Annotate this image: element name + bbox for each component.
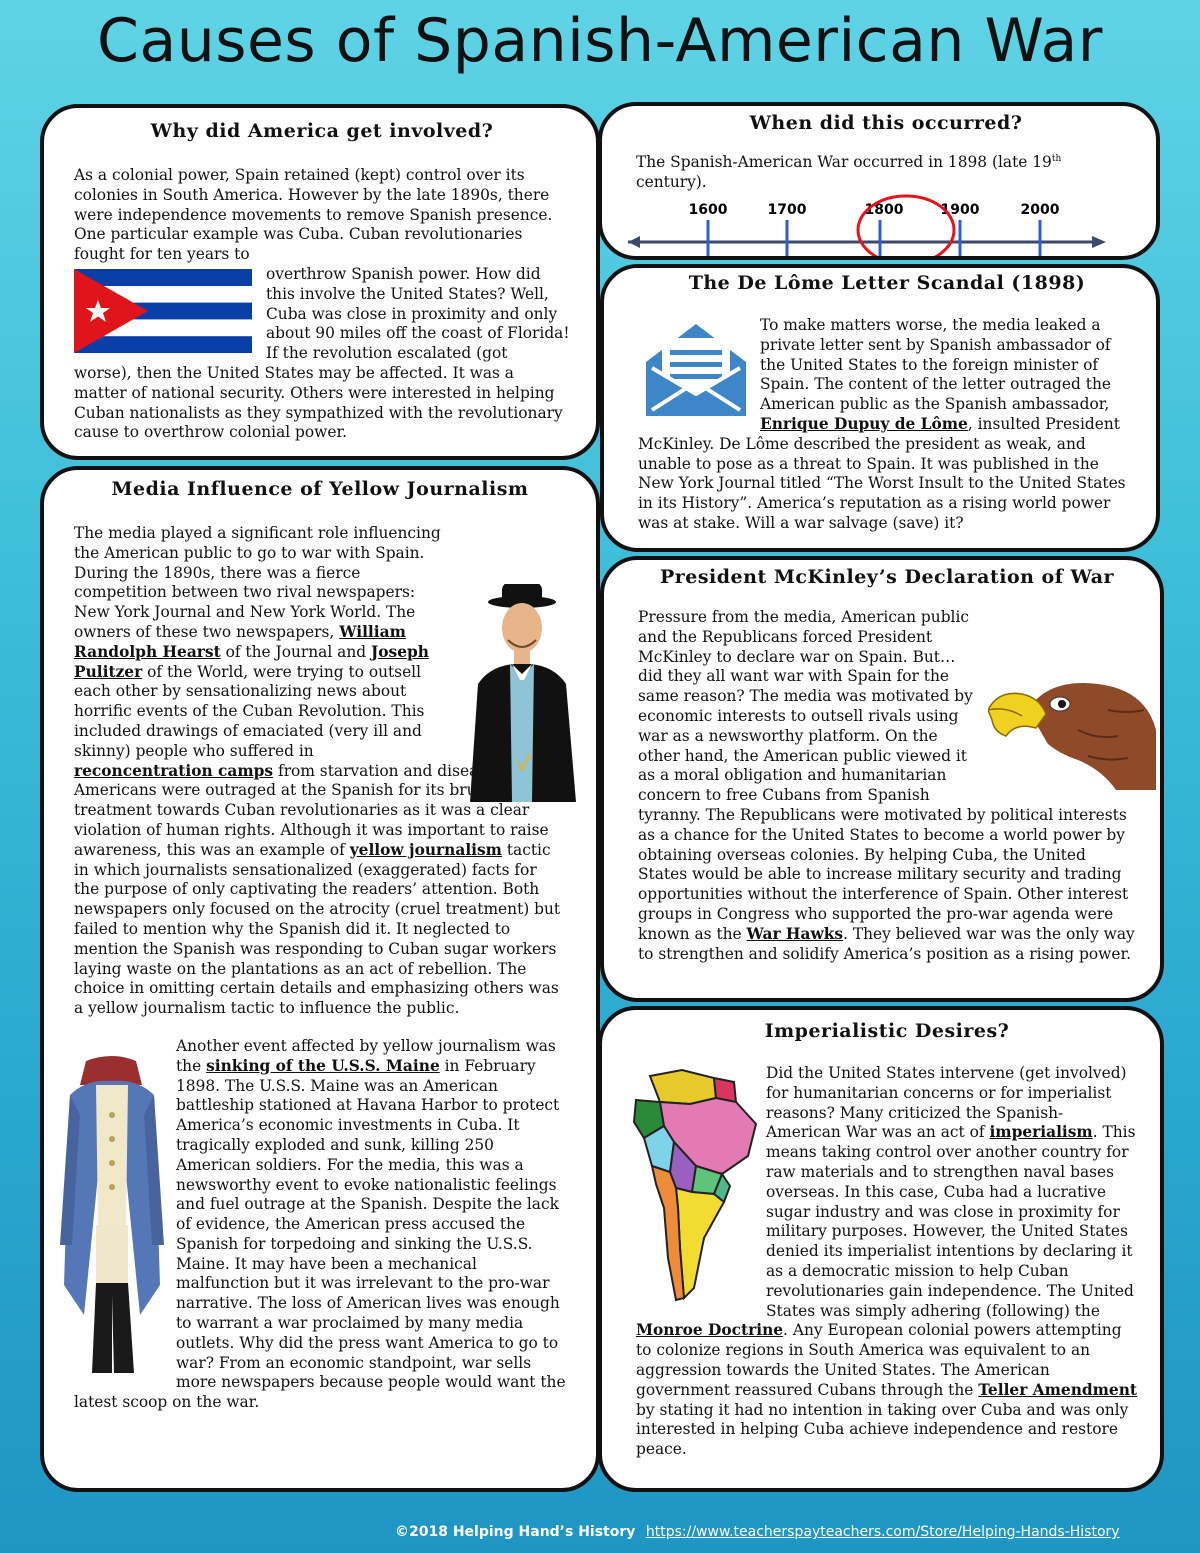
panel-text-part: , insulted President McKinley. De Lôme described the president as weak, and unable to pose as a threat to Spain. It was published in the New York Journal titled “The Worst Insult to the United States in its History”. America’s reputation as a rising world power was at stake. Will a war salvage (save) it? <box>638 414 1126 532</box>
timeline-label-1700: 1700 <box>767 202 807 218</box>
highlight-circle <box>858 196 954 258</box>
key-term-imperialism: imperialism <box>989 1123 1093 1142</box>
footer <box>395 1524 1120 1540</box>
store-link[interactable]: https://www.teacherspayteachers.com/Store/Helping-Hands-History <box>645 1524 1120 1540</box>
panel-text: As a colonial power, Spain retained (kept) control over its colonies in South America. However by the late 1890s, there were independence movements to remove Spanish presence. One particular example was Cuba. Cuban revolutionaries fought for ten years to <box>74 166 553 264</box>
panel-text-part: Did the United States intervene (get involved) for humanitarian concerns or for imperialist reasons? Many criticized the Spanish-American War was an act of <box>766 1064 1127 1142</box>
panel-heading: Imperialistic Desires? <box>764 1020 1010 1042</box>
date-text: The Spanish-American War occurred in 1898 (late 19 <box>636 153 1052 172</box>
panel-text-part: . They believed war was the only way to strengthen and solidify America’s position as a rising power. <box>638 924 1135 963</box>
panel-mckinley-declaration <box>600 556 1164 1002</box>
panel-text <box>636 150 1136 193</box>
timeline-chart <box>620 188 1120 258</box>
panel-text-part: The media played a significant role influencing the American public to go to war with Spain. During the 1890s, there was a fierce competition between two rival newspapers: New York Journal and New York World. The owners of these two newspapers, <box>74 524 441 641</box>
panel-imperialistic-desires <box>598 1006 1164 1492</box>
panel-heading: Why did America get involved? <box>150 120 494 142</box>
key-term-yellow-journalism: yellow journalism <box>349 840 502 859</box>
ordinal-suffix: th <box>1051 154 1062 164</box>
key-term-monroe-doctrine: Monroe Doctrine <box>636 1321 784 1340</box>
panel-text-part: from starvation and disease. Americans were outraged at the Spanish for its brutal treatment towards Cuban revolutionaries as it was a clear violation of human rights. Although it was important to raise awareness, this was an example of <box>74 761 549 859</box>
panel-heading: The De Lôme Letter Scandal (1898) <box>688 272 1086 294</box>
panel-heading: Media Influence of Yellow Journalism <box>111 478 529 500</box>
panel-text-part: of the World, were trying to outsell each other by sensationalizing news about horrific events of the Cuban Revolution. This included drawings of emaciated (very ill and skinny) people who suffered in <box>74 662 425 760</box>
panel-text-part: of the Journal and <box>220 642 371 661</box>
panel-text-part: Pressure from the media, American public and the Republicans forced President McKinley to declare war on Spain. But… did they all want war with Spain for the same reason? The media was motivated by economic interests to outsell rivals using war as a newsworthy platform. On the other hand, the American public viewed it as a moral obligation and humanitarian concern to free Cubans from Spanish tyranny. The Republicans were motivated by political interests as a chance for the United States to become a world power by obtaining overseas colonies. By helping Cuba, the United States would be able to increase military security and trading opportunities without the interference of Spain. Other interest groups in Congress who supported the pro-war agenda were known as the <box>638 608 1129 943</box>
panel-heading: President McKinley’s Declaration of War <box>659 566 1115 588</box>
panel-text-part: in February 1898. The U.S.S. Maine was an American battleship stationed at Havana Harbor to protect America’s economic investments in Cuba. It tragically exploded and sunk, killing 250 American soldiers. For the media, this was a newsworthy event to evoke nationalistic feelings and fuel outrage at the Spanish. Despite the lack of evidence, the American press accused the Spanish for torpedoing and sinking the U.S.S. Maine. It may have been a mechanical malfunction but it was irrelevant to the pro-war narrative. The loss of American lives was enough to warrant a war proclaimed by many media outlets. Why did the press want America to go to war? From an economic standpoint, war sells more newspapers because people would want the latest scoop on the war. <box>74 1056 566 1412</box>
cuba-flag-image <box>74 269 252 357</box>
panel-text-part: Another event affected by yellow journalism was the <box>176 1036 556 1075</box>
key-term-pulitzer: Joseph Pulitzer <box>74 642 429 681</box>
key-term-de-lome: Enrique Dupuy de Lôme <box>760 414 968 433</box>
panel-text-part: . Any European colonial powers attempting to colonize regions in South America was equivalent to an aggression towards the United States. The American government reassured Cubans through the <box>636 1321 1122 1399</box>
panel-delome-letter <box>600 264 1160 552</box>
timeline-label-2000: 2000 <box>1020 202 1060 218</box>
soldier-uniform-image <box>56 1055 168 1389</box>
panel-heading: When did this occurred? <box>749 112 1023 134</box>
key-term-war-hawks: War Hawks <box>746 924 844 943</box>
timeline-label-1600: 1600 <box>688 202 728 218</box>
date-text-end: century). <box>636 172 707 191</box>
key-term-reconcentration-camps: reconcentration camps <box>74 761 274 780</box>
timeline-label-1900: 1900 <box>940 202 980 218</box>
key-term-uss-maine: sinking of the U.S.S. Maine <box>206 1056 440 1075</box>
panel-text-part: . This means taking control over another country for raw materials and to strengthen naval bases overseas. In this case, Cuba had a lucrative sugar industry and was close in proximity for military purposes. However, the United States denied its imperialist intentions by declaring it as a democratic mission to help Cuban revolutionaries gain independence. The United States was simply adhering (following) the <box>766 1123 1136 1320</box>
key-term-hearst: William Randolph Hearst <box>74 622 406 661</box>
panel-text-part: by stating it had no intention in taking over Cuba and was only interested in helping Cuba achieve independence and restore peace. <box>636 1400 1129 1459</box>
hearst-portrait-image <box>460 524 580 742</box>
page-title: Causes of Spanish-American War <box>97 6 1103 76</box>
key-term-teller-amendment: Teller Amendment <box>978 1380 1138 1399</box>
panel-text-continued: overthrow Spanish power. How did this involve the United States? Well, Cuba was close in proximity and only about 90 miles off the coast of Florida! If the revolution escalated (got worse), then the United States may be affected. It was a matter of national security. Others were interested in helping Cuban nationalists as they sympathized with the revolutionary cause to overthrow colonial power. <box>74 264 570 442</box>
south-america-map-image <box>630 1068 758 1308</box>
eagle-image <box>988 670 1156 794</box>
panel-when <box>598 102 1160 260</box>
copyright-text: ©2018 Helping Hand’s History <box>395 1524 636 1540</box>
panel-why-involved <box>40 104 600 460</box>
panel-text-part: tactic in which journalists sensationalized (exaggerated) facts for the purpose of only captivating the readers’ attention. Both newspapers only focused on the atrocity (cruel treatment) but failed to mention why the Spanish did it. It neglected to mention the Spanish was responding to Cuban sugar workers laying waste on the plantations as an act of rebellion. The choice in omitting certain details and emphasizing others was a yellow journalism tactic to influence the public. <box>74 840 561 1018</box>
envelope-icon <box>644 322 748 422</box>
panel-text-part: To make matters worse, the media leaked a private letter sent by Spanish ambassador of the United States to the foreign minister of Spain. The content of the letter outraged the American public as the Spanish ambassador, <box>760 316 1111 414</box>
timeline-label-1800: 1800 <box>864 202 904 218</box>
panel-yellow-journalism <box>40 466 600 1492</box>
